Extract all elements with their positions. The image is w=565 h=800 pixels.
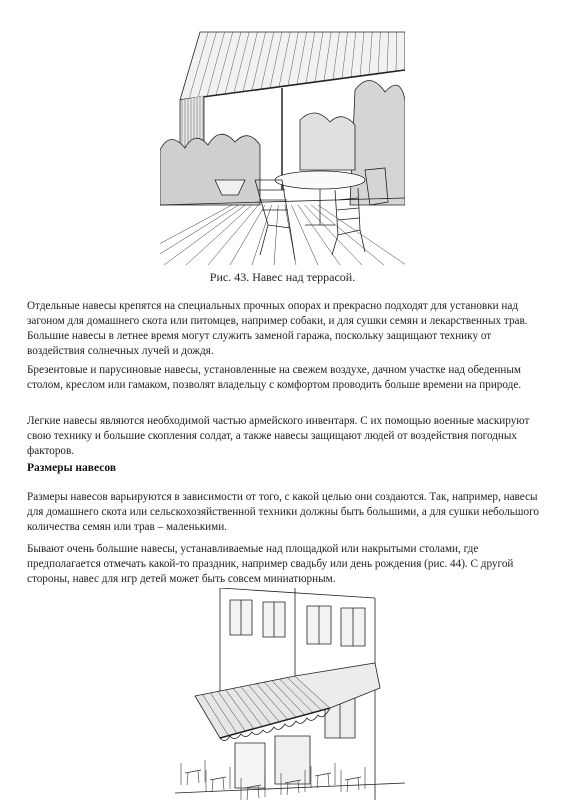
paragraph-large-awnings: Бывают очень большие навесы, устанавливаемые над площадкой или накрытыми столами, где предполагается отмечать какой-то праздник, например свадьбу или день рождения (рис. 44). С другой стороны, навес для игр детей может быть совсем миниатюрным. [27,543,514,585]
paragraph-awning-sizes: Размеры навесов варьируются в зависимости от того, с какой целью они создаются. Так, например, навесы для домашнего скота или сельскохозяйственной техники должны быть большими, а для сушки небольшого количества семян или трав – маленькими. [27,491,539,533]
paragraph-army-awnings: Легкие навесы являются необходимой частью армейского инвентаря. С их помощью военные маскируют свою технику и большие скопления солдат, а также навесы защищают людей от воздействия погодных факторов. [27,415,530,457]
figure-43-caption: Рис. 43. Навес над террасой. [209,270,356,284]
paragraph-canvas-awnings: Брезентовые и парусиновые навесы, установленные на свежем воздухе, дачном участке над обеденным столом, креслом или гамаком, позволят владельцу с комфортом проводить больше времени на природе. [27,364,522,391]
figure-cafe-awning [175,588,405,800]
section-heading-awning-sizes: Размеры навесов [27,462,117,474]
figure-terrace-awning [160,30,405,265]
paragraph-standalone-awnings: Отдельные навесы крепятся на специальных прочных опорах и прекрасно подходят для установки над загоном для домашнего скота или питомцев, например собаки, и для сушки семян и лекарственных трав. Большие навесы в летнее время могут служить заменой гаража, поскольку защищают технику от воздействия солнечных лучей и дождя. [27,300,528,357]
